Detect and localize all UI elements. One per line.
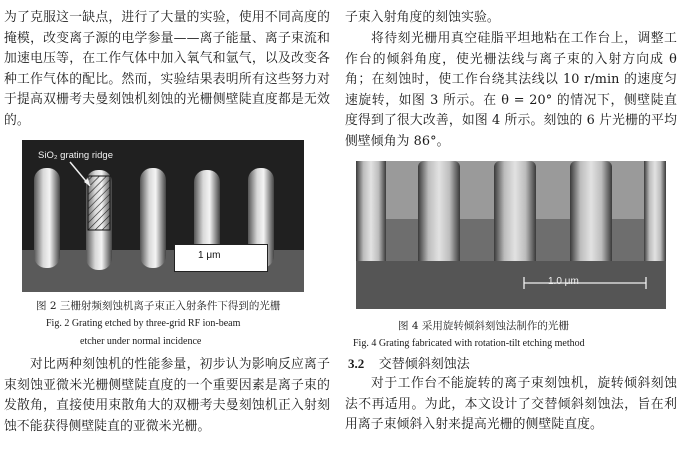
- right-paragraph-3: 对于工作台不能旋转的离子束刻蚀机，旋转倾斜刻蚀法不再适用。为此，本文设计了交替倾斜刻蚀法，旨在利用离子束倾斜入射来提高光栅的侧壁陡直度。: [345, 376, 677, 433]
- figure-4-caption-en: Fig. 4 Grating fabricated with rotation-tilt etching method: [353, 338, 585, 349]
- figure-2-scale: 1 μm: [198, 250, 221, 261]
- section-title: 交替倾斜刻蚀法: [378, 357, 470, 372]
- figure-4-caption-cn: 图 4 采用旋转倾斜刻蚀法制作的光栅: [398, 320, 569, 332]
- section-number: 3.2: [348, 356, 365, 371]
- figure-4-scale: 1.0 μm: [548, 276, 579, 287]
- figure-2-label: SiO₂ grating ridge: [38, 150, 113, 161]
- rotation-tilt-grating-image: [356, 161, 666, 309]
- figure-2-image: [22, 140, 304, 292]
- figure-4-image: [356, 161, 666, 309]
- figure-2-caption-en-2: etcher under normal incidence: [80, 336, 202, 347]
- right-paragraph-1: 子束入射角度的刻蚀实验。: [345, 10, 500, 25]
- figure-2-caption-en-1: Fig. 2 Grating etched by three-grid RF ion-beam: [46, 318, 241, 329]
- section-heading: [348, 353, 470, 372]
- right-paragraph-2: 将待刻光栅用真空硅脂平坦地粘在工作台上，调整工作台的倾斜角度，使光栅法线与离子束的入射方向成 θ 角；在刻蚀时，使工作台绕其法线以 10 r/min 的速度匀速旋转，如图 3 所示。在 θ = 20° 的情况下，侧壁陡直度得到了很大改善，如图 4 所示。刻蚀的 6 片光栅的平均侧壁倾角为 86°。: [345, 31, 681, 149]
- scale-bar-box: [174, 244, 268, 272]
- figure-2-caption-cn: 图 2 三栅射频刻蚀机离子束正入射条件下得到的光栅: [36, 300, 281, 312]
- left-paragraph-1: 为了克服这一缺点，进行了大量的实验，使用不同高度的掩模，改变离子源的电学参量——离子能量、离子束流和加速电压等，在工作气体中加入氧气和氩气，以及改变各种工作气体的配比。然而，实验结果表明所有这些努力对于提高双栅考夫曼刻蚀机刻蚀的光栅侧壁陡直度都是无效的。: [4, 10, 330, 128]
- hatched-ridge-marker: [88, 176, 110, 230]
- left-paragraph-2: 对比两种刻蚀机的性能参量，初步认为影响反应离子束刻蚀亚微米光栅侧壁陡直度的一个重要因素是离子束的发散角，直接使用束散角大的双栅考夫曼刻蚀机正入射刻蚀不能获得侧壁陡直的亚微米光栅。: [4, 357, 330, 434]
